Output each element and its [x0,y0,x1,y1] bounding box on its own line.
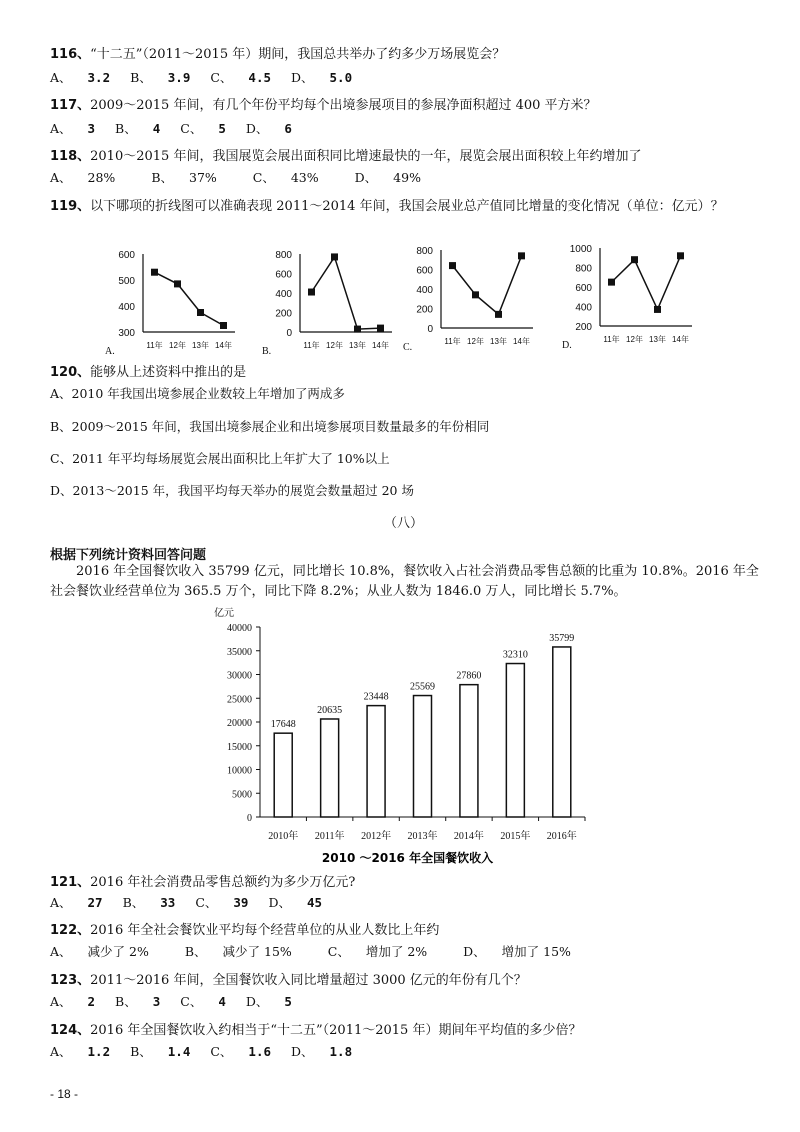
line-chart-a[interactable] [105,244,245,360]
option-d[interactable]: D、 1.8 [290,1044,353,1059]
y-tick-label: 400 [416,285,433,296]
y-tick-label: 600 [118,250,135,261]
data-point [151,269,158,276]
x-tick-label: 2014年 [453,831,484,842]
option-d[interactable]: D、 5 [245,994,292,1009]
question-number: 118、 [50,149,91,164]
question-number: 123、 [50,973,91,988]
y-tick-label: 600 [275,269,292,281]
option-d[interactable]: D、 5.0 [290,70,353,85]
material-paragraph: 2016 年全国餐饮收入 35799 亿元，同比增长 10.8%，餐饮收入占社会消费品零售总额的比重为 10.8%。2016 年全社会餐饮业经营单位为 365.5 万个，同比下降 8.2%；从业人数为 1846.0 万人，同比增长 5.7%。 [50,564,759,599]
x-tick-label: 12年 [326,341,343,350]
y-tick-label: 300 [118,328,135,339]
y-tick-label: 10000 [227,765,252,777]
question-text: 2016 年全社会餐饮业平均每个经营单位的从业人数比上年约 [90,923,440,938]
x-tick-label: 14年 [513,337,530,346]
question-text: 2016 年全国餐饮收入约相当于“十二五”（2011～2015 年）期间年平均值的多少倍？ [90,1023,582,1038]
x-tick-label: 11年 [303,341,320,350]
data-point [608,279,615,286]
bar [274,733,292,817]
option-d[interactable]: D、 49% [354,170,421,185]
option-c[interactable]: C、 43% [252,170,319,185]
y-tick-label: 200 [275,308,292,320]
x-tick-label: 11年 [603,335,620,344]
question-117 [50,97,597,115]
x-tick-label: 13年 [490,337,507,346]
options-118 [50,168,453,186]
option-c[interactable]: C、 4 [180,994,226,1009]
question-number: 121、 [50,875,91,890]
option-a[interactable]: A、 减少了 2% [50,944,149,959]
series-line [453,256,522,315]
data-label: 20635 [317,704,343,716]
question-text: 2009～2015 年间，有几个年份平均每个出境参展项目的参展净面积超过 400 平方米？ [90,98,597,113]
question-text: 能够从上述资料中推出的是 [90,365,247,380]
options-121 [50,893,338,911]
x-tick-label: 2013年 [407,831,438,842]
data-label: 27860 [456,670,482,682]
series-line [612,256,681,310]
option-c[interactable]: C、 4.5 [210,70,271,85]
options-124 [50,1042,368,1060]
option-label: C. [403,342,413,353]
option-label: A. [105,346,115,357]
x-tick-label: 13年 [192,341,209,350]
option-b[interactable]: B、 1.4 [130,1044,191,1059]
y-tick-label: 200 [575,322,592,333]
y-tick-label: 400 [275,289,292,300]
x-tick-label: 14年 [372,341,389,350]
option-c[interactable]: C、 39 [195,895,249,910]
option-a[interactable]: A、 1.2 [50,1044,111,1059]
bar [553,647,571,817]
y-tick-label: 1000 [569,244,592,255]
line-chart-b[interactable] [262,244,402,360]
y-tick-label: 600 [575,283,592,294]
data-point [631,256,638,263]
y-tick-label: 800 [575,263,592,275]
option-c[interactable]: C、 1.6 [210,1044,271,1059]
y-tick-label: 400 [118,302,135,313]
data-label: 25569 [410,681,435,693]
y-tick-label: 20000 [227,718,252,729]
option-b[interactable]: B、 4 [115,121,161,136]
data-point [308,289,315,296]
option-b[interactable]: B、 减少了 15% [184,944,292,959]
y-tick-label: 400 [575,302,592,314]
option-a[interactable]: A、 3 [50,121,96,136]
x-tick-label: 11年 [444,337,461,346]
x-tick-label: 2010年 [268,831,299,842]
options-122 [50,942,603,960]
data-point [197,309,204,316]
y-tick-label: 600 [416,265,433,277]
y-tick-label: 30000 [227,670,252,682]
options-123 [50,992,308,1010]
data-point [518,252,525,259]
question-120 [50,364,246,382]
x-tick-label: 12年 [626,335,643,344]
x-tick-label: 2011年 [314,831,345,842]
y-tick-label: 5000 [232,789,252,801]
question-number: 124、 [50,1023,91,1038]
x-tick-label: 13年 [649,335,666,344]
line-chart-c[interactable] [403,240,543,356]
options-116 [50,68,368,86]
y-tick-label: 35000 [227,646,252,658]
option-a[interactable]: A、 27 [50,895,103,910]
data-point [472,291,479,298]
data-point [449,262,456,269]
option-b[interactable]: B、 37% [151,170,217,185]
option-d[interactable]: D、 增加了 15% [463,944,571,959]
x-tick-label: 14年 [672,335,689,344]
question-text: 以下哪项的折线图可以准确表现 2011～2014 年间，我国会展业总产值同比增量的变化情况（单位：亿元）？ [90,199,724,214]
material-heading: 根据下列统计资料回答问题 [50,548,207,563]
question-123 [50,972,527,990]
bar [321,719,339,817]
y-axis-label: 亿元 [214,608,234,619]
question-number: 119、 [50,199,91,214]
question-text: 2011～2016 年间，全国餐饮收入同比增量超过 3000 亿元的年份有几个？ [90,973,527,988]
question-124 [50,1022,581,1040]
option-label: B. [262,346,272,357]
bar [414,696,432,817]
x-tick-label: 2012年 [361,831,392,842]
line-chart-d[interactable] [562,238,702,354]
question-number: 122、 [50,923,91,938]
series-line [155,272,224,325]
option-d[interactable]: D、 6 [245,121,292,136]
x-tick-label: 2015年 [500,831,531,842]
option-b[interactable]: B、 3.9 [130,70,191,85]
x-tick-label: 12年 [467,337,484,346]
option-a[interactable]: A、 2 [50,994,96,1009]
option-d[interactable]: D、2013～2015 年，我国平均每天举办的展览会数量超过 20 场 [50,483,414,498]
bar [367,706,385,817]
option-label: D. [562,340,572,351]
y-tick-label: 200 [416,304,433,316]
y-tick-label: 40000 [227,623,252,634]
option-c[interactable]: C、 增加了 2% [327,944,428,959]
question-text: 2010～2015 年间，我国展览会展出面积同比增速最快的一年，展览会展出面积较上年约增加了 [90,149,642,164]
x-tick-label: 2016年 [546,831,577,842]
question-text: “十二五”（2011～2015 年）期间，我国总共举办了约多少万场展览会？ [90,47,506,62]
question-118 [50,148,641,166]
question-116 [50,46,505,64]
data-label: 17648 [270,719,296,731]
data-label: 35799 [549,632,575,644]
page-number: - 18 - [50,1087,79,1101]
y-tick-label: 0 [286,328,292,339]
y-tick-label: 500 [118,276,135,287]
data-point [354,326,361,333]
y-tick-label: 800 [275,250,292,261]
data-point [220,322,227,329]
option-b[interactable]: B、2009～2015 年间，我国出境参展企业和出境参展项目数量最多的年份相同 [50,419,490,434]
option-c[interactable]: C、2011 年平均每场展览会展出面积比上年扩大了 10%以上 [50,451,390,466]
data-point [677,252,684,259]
option-a[interactable]: A、2010 年我国出境参展企业数较上年增加了两成多 [50,386,345,401]
x-tick-label: 12年 [169,341,186,350]
data-point [174,280,181,287]
data-point [377,325,384,332]
option-b[interactable]: B、 3 [115,994,161,1009]
question-122 [50,922,439,940]
data-point [654,306,661,313]
question-119 [50,198,724,216]
section-title: （八） [384,516,424,531]
question-text: 2016 年社会消费品零售总额约为多少万亿元? [90,875,356,890]
question-number: 117、 [50,98,91,113]
data-label: 32310 [502,649,528,661]
bar [460,685,478,817]
bar [506,664,524,817]
y-tick-label: 15000 [227,741,252,753]
y-tick-label: 0 [247,813,252,824]
y-tick-label: 25000 [227,694,252,706]
x-tick-label: 14年 [215,341,232,350]
option-b[interactable]: B、 33 [122,895,176,910]
series-line [312,257,381,329]
data-label: 23448 [363,691,389,703]
question-121 [50,874,355,892]
chart-title: 2010 ～2016 年全国餐饮收入 [321,851,494,865]
bar-chart [200,600,600,874]
x-tick-label: 13年 [349,341,366,350]
option-c[interactable]: C、 5 [180,121,226,136]
option-a[interactable]: A、 3.2 [50,70,111,85]
x-tick-label: 11年 [146,341,163,350]
y-tick-label: 0 [427,324,433,335]
y-tick-label: 800 [416,246,433,257]
option-a[interactable]: A、 28% [50,170,116,185]
question-number: 120、 [50,365,91,380]
options-117 [50,119,308,137]
option-d[interactable]: D、 45 [268,895,323,910]
question-number: 116、 [50,47,91,62]
data-point [495,311,502,318]
data-point [331,253,338,260]
